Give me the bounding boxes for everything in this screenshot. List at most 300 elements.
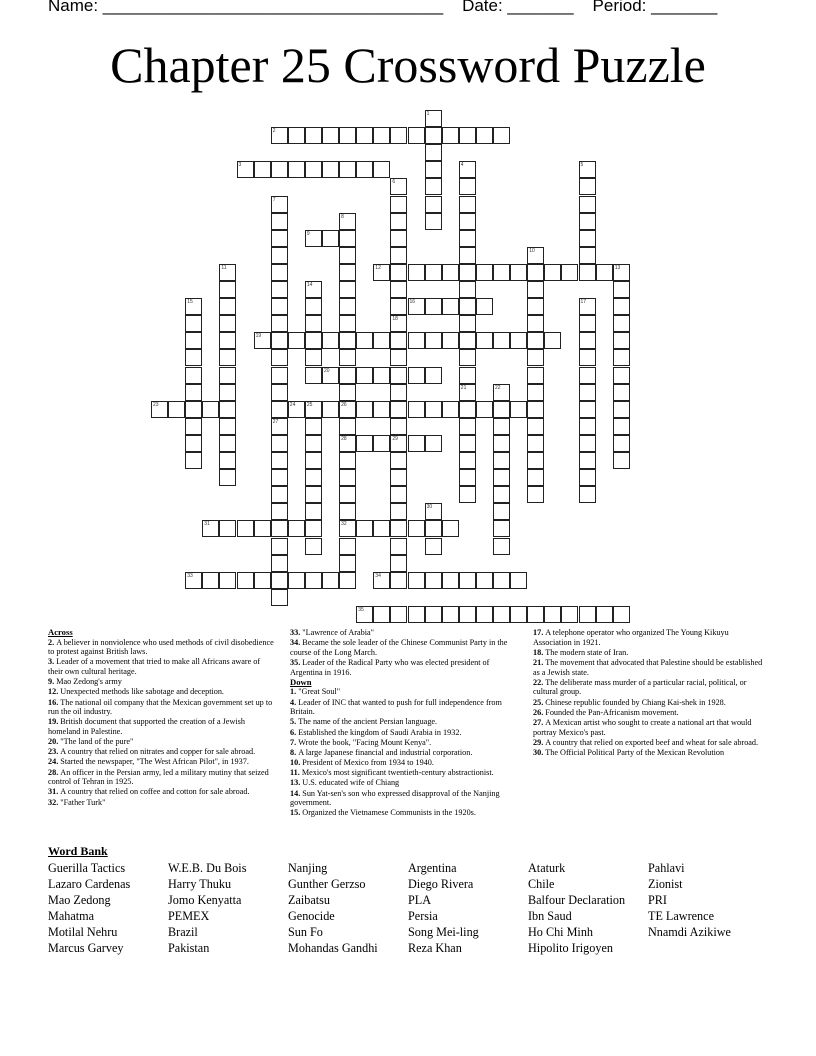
grid-cell[interactable] <box>544 606 561 623</box>
grid-cell[interactable] <box>339 349 356 366</box>
grid-cell[interactable] <box>527 349 544 366</box>
grid-cell[interactable] <box>219 469 236 486</box>
grid-cell[interactable] <box>390 555 407 572</box>
grid-cell[interactable] <box>613 435 630 452</box>
grid-cell[interactable] <box>390 418 407 435</box>
grid-cell[interactable] <box>613 606 630 623</box>
grid-cell[interactable] <box>219 281 236 298</box>
grid-cell[interactable] <box>254 520 271 537</box>
grid-cell[interactable] <box>579 264 596 281</box>
grid-cell[interactable] <box>271 264 288 281</box>
grid-cell[interactable] <box>579 606 596 623</box>
grid-cell[interactable] <box>237 520 254 537</box>
grid-cell[interactable] <box>493 572 510 589</box>
grid-cell[interactable] <box>390 178 407 195</box>
grid-cell[interactable] <box>390 349 407 366</box>
grid-cell[interactable] <box>305 332 322 349</box>
grid-cell[interactable] <box>219 452 236 469</box>
grid-cell[interactable] <box>613 418 630 435</box>
grid-cell[interactable] <box>305 349 322 366</box>
grid-cell[interactable] <box>356 367 373 384</box>
grid-cell[interactable] <box>219 264 236 281</box>
grid-cell[interactable] <box>425 367 442 384</box>
grid-cell[interactable] <box>185 298 202 315</box>
grid-cell[interactable] <box>339 486 356 503</box>
grid-cell[interactable] <box>527 367 544 384</box>
grid-cell[interactable] <box>185 384 202 401</box>
grid-cell[interactable] <box>271 452 288 469</box>
grid-cell[interactable] <box>390 486 407 503</box>
grid-cell[interactable] <box>271 384 288 401</box>
grid-cell[interactable] <box>373 435 390 452</box>
grid-cell[interactable] <box>527 384 544 401</box>
grid-cell[interactable] <box>425 127 442 144</box>
grid-cell[interactable] <box>579 418 596 435</box>
grid-cell[interactable] <box>425 572 442 589</box>
grid-cell[interactable] <box>459 298 476 315</box>
grid-cell[interactable] <box>271 401 288 418</box>
grid-cell[interactable] <box>356 435 373 452</box>
grid-cell[interactable] <box>459 127 476 144</box>
grid-cell[interactable] <box>271 572 288 589</box>
grid-cell[interactable] <box>271 281 288 298</box>
grid-cell[interactable] <box>271 418 288 435</box>
grid-cell[interactable] <box>459 401 476 418</box>
grid-cell[interactable] <box>579 435 596 452</box>
grid-cell[interactable] <box>271 230 288 247</box>
grid-cell[interactable] <box>185 452 202 469</box>
grid-cell[interactable] <box>613 315 630 332</box>
grid-cell[interactable] <box>390 503 407 520</box>
grid-cell[interactable] <box>579 401 596 418</box>
grid-cell[interactable] <box>237 572 254 589</box>
grid-cell[interactable] <box>408 401 425 418</box>
grid-cell[interactable] <box>219 384 236 401</box>
grid-cell[interactable] <box>219 349 236 366</box>
grid-cell[interactable] <box>408 298 425 315</box>
grid-cell[interactable] <box>493 384 510 401</box>
grid-cell[interactable] <box>459 213 476 230</box>
grid-cell[interactable] <box>373 520 390 537</box>
grid-cell[interactable] <box>493 486 510 503</box>
grid-cell[interactable] <box>271 127 288 144</box>
grid-cell[interactable] <box>579 367 596 384</box>
grid-cell[interactable] <box>185 572 202 589</box>
grid-cell[interactable] <box>219 418 236 435</box>
grid-cell[interactable] <box>390 606 407 623</box>
grid-cell[interactable] <box>579 486 596 503</box>
grid-cell[interactable] <box>459 332 476 349</box>
grid-cell[interactable] <box>579 247 596 264</box>
grid-cell[interactable] <box>271 486 288 503</box>
grid-cell[interactable] <box>339 384 356 401</box>
grid-cell[interactable] <box>527 435 544 452</box>
grid-cell[interactable] <box>373 572 390 589</box>
grid-cell[interactable] <box>202 401 219 418</box>
grid-cell[interactable] <box>390 332 407 349</box>
grid-cell[interactable] <box>493 418 510 435</box>
grid-cell[interactable] <box>373 401 390 418</box>
grid-cell[interactable] <box>425 264 442 281</box>
grid-cell[interactable] <box>339 435 356 452</box>
grid-cell[interactable] <box>151 401 168 418</box>
period-field[interactable]: Period: _______ <box>592 0 718 15</box>
grid-cell[interactable] <box>185 401 202 418</box>
grid-cell[interactable] <box>185 349 202 366</box>
grid-cell[interactable] <box>271 435 288 452</box>
grid-cell[interactable] <box>425 332 442 349</box>
grid-cell[interactable] <box>356 401 373 418</box>
grid-cell[interactable] <box>271 367 288 384</box>
grid-cell[interactable] <box>476 401 493 418</box>
grid-cell[interactable] <box>613 349 630 366</box>
grid-cell[interactable] <box>459 178 476 195</box>
grid-cell[interactable] <box>305 572 322 589</box>
grid-cell[interactable] <box>271 196 288 213</box>
grid-cell[interactable] <box>373 332 390 349</box>
grid-cell[interactable] <box>510 264 527 281</box>
grid-cell[interactable] <box>527 315 544 332</box>
grid-cell[interactable] <box>408 606 425 623</box>
grid-cell[interactable] <box>459 469 476 486</box>
grid-cell[interactable] <box>425 178 442 195</box>
grid-cell[interactable] <box>442 332 459 349</box>
grid-cell[interactable] <box>493 469 510 486</box>
grid-cell[interactable] <box>305 486 322 503</box>
grid-cell[interactable] <box>561 606 578 623</box>
grid-cell[interactable] <box>442 298 459 315</box>
grid-cell[interactable] <box>544 332 561 349</box>
grid-cell[interactable] <box>356 520 373 537</box>
grid-cell[interactable] <box>271 332 288 349</box>
grid-cell[interactable] <box>493 503 510 520</box>
grid-cell[interactable] <box>579 196 596 213</box>
grid-cell[interactable] <box>356 332 373 349</box>
grid-cell[interactable] <box>219 315 236 332</box>
grid-cell[interactable] <box>305 520 322 537</box>
grid-cell[interactable] <box>219 367 236 384</box>
grid-cell[interactable] <box>493 435 510 452</box>
grid-cell[interactable] <box>322 401 339 418</box>
grid-cell[interactable] <box>442 520 459 537</box>
grid-cell[interactable] <box>219 401 236 418</box>
grid-cell[interactable] <box>442 264 459 281</box>
grid-cell[interactable] <box>390 281 407 298</box>
grid-cell[interactable] <box>185 315 202 332</box>
grid-cell[interactable] <box>493 127 510 144</box>
grid-cell[interactable] <box>613 332 630 349</box>
grid-cell[interactable] <box>219 435 236 452</box>
grid-cell[interactable] <box>288 520 305 537</box>
grid-cell[interactable] <box>476 606 493 623</box>
grid-cell[interactable] <box>339 452 356 469</box>
grid-cell[interactable] <box>527 401 544 418</box>
grid-cell[interactable] <box>390 367 407 384</box>
grid-cell[interactable] <box>373 606 390 623</box>
grid-cell[interactable] <box>288 332 305 349</box>
grid-cell[interactable] <box>425 298 442 315</box>
grid-cell[interactable] <box>510 332 527 349</box>
grid-cell[interactable] <box>579 298 596 315</box>
grid-cell[interactable] <box>527 469 544 486</box>
grid-cell[interactable] <box>613 452 630 469</box>
grid-cell[interactable] <box>305 452 322 469</box>
grid-cell[interactable] <box>339 230 356 247</box>
grid-cell[interactable] <box>442 572 459 589</box>
grid-cell[interactable] <box>459 418 476 435</box>
grid-cell[interactable] <box>390 298 407 315</box>
grid-cell[interactable] <box>459 572 476 589</box>
grid-cell[interactable] <box>390 196 407 213</box>
grid-cell[interactable] <box>373 367 390 384</box>
grid-cell[interactable] <box>168 401 185 418</box>
grid-cell[interactable] <box>390 315 407 332</box>
grid-cell[interactable] <box>425 435 442 452</box>
grid-cell[interactable] <box>579 230 596 247</box>
grid-cell[interactable] <box>271 298 288 315</box>
grid-cell[interactable] <box>271 469 288 486</box>
grid-cell[interactable] <box>305 281 322 298</box>
grid-cell[interactable] <box>373 264 390 281</box>
grid-cell[interactable] <box>254 161 271 178</box>
grid-cell[interactable] <box>510 401 527 418</box>
grid-cell[interactable] <box>425 196 442 213</box>
grid-cell[interactable] <box>339 298 356 315</box>
grid-cell[interactable] <box>493 538 510 555</box>
grid-cell[interactable] <box>561 264 578 281</box>
grid-cell[interactable] <box>579 452 596 469</box>
grid-cell[interactable] <box>493 606 510 623</box>
grid-cell[interactable] <box>527 452 544 469</box>
grid-cell[interactable] <box>390 572 407 589</box>
grid-cell[interactable] <box>288 401 305 418</box>
grid-cell[interactable] <box>459 435 476 452</box>
grid-cell[interactable] <box>476 264 493 281</box>
grid-cell[interactable] <box>390 384 407 401</box>
grid-cell[interactable] <box>339 520 356 537</box>
grid-cell[interactable] <box>373 161 390 178</box>
grid-cell[interactable] <box>322 127 339 144</box>
grid-cell[interactable] <box>185 418 202 435</box>
grid-cell[interactable] <box>185 435 202 452</box>
grid-cell[interactable] <box>390 247 407 264</box>
grid-cell[interactable] <box>579 349 596 366</box>
grid-cell[interactable] <box>322 367 339 384</box>
grid-cell[interactable] <box>356 161 373 178</box>
grid-cell[interactable] <box>613 298 630 315</box>
grid-cell[interactable] <box>219 572 236 589</box>
grid-cell[interactable] <box>459 196 476 213</box>
grid-cell[interactable] <box>425 110 442 127</box>
grid-cell[interactable] <box>271 538 288 555</box>
grid-cell[interactable] <box>322 230 339 247</box>
grid-cell[interactable] <box>271 161 288 178</box>
grid-cell[interactable] <box>339 555 356 572</box>
grid-cell[interactable] <box>425 213 442 230</box>
grid-cell[interactable] <box>271 503 288 520</box>
grid-cell[interactable] <box>185 332 202 349</box>
name-field[interactable]: Name: ____________________________________ <box>48 0 444 15</box>
grid-cell[interactable] <box>476 127 493 144</box>
grid-cell[interactable] <box>305 469 322 486</box>
grid-cell[interactable] <box>390 127 407 144</box>
grid-cell[interactable] <box>305 298 322 315</box>
grid-cell[interactable] <box>527 606 544 623</box>
grid-cell[interactable] <box>339 469 356 486</box>
grid-cell[interactable] <box>202 572 219 589</box>
grid-cell[interactable] <box>527 486 544 503</box>
grid-cell[interactable] <box>339 247 356 264</box>
grid-cell[interactable] <box>459 230 476 247</box>
grid-cell[interactable] <box>425 503 442 520</box>
grid-cell[interactable] <box>425 144 442 161</box>
grid-cell[interactable] <box>305 315 322 332</box>
grid-cell[interactable] <box>493 332 510 349</box>
grid-cell[interactable] <box>339 538 356 555</box>
grid-cell[interactable] <box>459 606 476 623</box>
grid-cell[interactable] <box>442 606 459 623</box>
grid-cell[interactable] <box>579 178 596 195</box>
grid-cell[interactable] <box>425 161 442 178</box>
grid-cell[interactable] <box>425 606 442 623</box>
grid-cell[interactable] <box>459 281 476 298</box>
grid-cell[interactable] <box>339 315 356 332</box>
grid-cell[interactable] <box>185 367 202 384</box>
grid-cell[interactable] <box>579 384 596 401</box>
grid-cell[interactable] <box>254 332 271 349</box>
grid-cell[interactable] <box>459 384 476 401</box>
grid-cell[interactable] <box>271 349 288 366</box>
grid-cell[interactable] <box>305 538 322 555</box>
grid-cell[interactable] <box>527 298 544 315</box>
grid-cell[interactable] <box>408 332 425 349</box>
grid-cell[interactable] <box>271 555 288 572</box>
grid-cell[interactable] <box>339 264 356 281</box>
grid-cell[interactable] <box>271 247 288 264</box>
grid-cell[interactable] <box>271 315 288 332</box>
grid-cell[interactable] <box>339 281 356 298</box>
grid-cell[interactable] <box>596 606 613 623</box>
grid-cell[interactable] <box>322 332 339 349</box>
grid-cell[interactable] <box>322 161 339 178</box>
grid-cell[interactable] <box>527 418 544 435</box>
grid-cell[interactable] <box>527 332 544 349</box>
grid-cell[interactable] <box>613 401 630 418</box>
grid-cell[interactable] <box>442 127 459 144</box>
grid-cell[interactable] <box>219 332 236 349</box>
grid-cell[interactable] <box>408 572 425 589</box>
grid-cell[interactable] <box>271 213 288 230</box>
grid-cell[interactable] <box>579 161 596 178</box>
grid-cell[interactable] <box>493 401 510 418</box>
grid-cell[interactable] <box>493 520 510 537</box>
grid-cell[interactable] <box>305 435 322 452</box>
grid-cell[interactable] <box>476 332 493 349</box>
grid-cell[interactable] <box>442 401 459 418</box>
grid-cell[interactable] <box>613 384 630 401</box>
grid-cell[interactable] <box>459 161 476 178</box>
grid-cell[interactable] <box>305 418 322 435</box>
grid-cell[interactable] <box>254 572 271 589</box>
grid-cell[interactable] <box>288 127 305 144</box>
grid-cell[interactable] <box>493 264 510 281</box>
grid-cell[interactable] <box>339 418 356 435</box>
grid-cell[interactable] <box>408 435 425 452</box>
grid-cell[interactable] <box>510 572 527 589</box>
grid-cell[interactable] <box>390 213 407 230</box>
grid-cell[interactable] <box>356 606 373 623</box>
grid-cell[interactable] <box>408 127 425 144</box>
grid-cell[interactable] <box>510 606 527 623</box>
grid-cell[interactable] <box>425 520 442 537</box>
grid-cell[interactable] <box>322 572 339 589</box>
grid-cell[interactable] <box>476 298 493 315</box>
grid-cell[interactable] <box>579 315 596 332</box>
grid-cell[interactable] <box>390 435 407 452</box>
grid-cell[interactable] <box>527 264 544 281</box>
grid-cell[interactable] <box>305 401 322 418</box>
grid-cell[interactable] <box>476 572 493 589</box>
grid-cell[interactable] <box>271 520 288 537</box>
grid-cell[interactable] <box>305 503 322 520</box>
grid-cell[interactable] <box>596 264 613 281</box>
grid-cell[interactable] <box>288 572 305 589</box>
grid-cell[interactable] <box>527 247 544 264</box>
grid-cell[interactable] <box>408 264 425 281</box>
grid-cell[interactable] <box>339 503 356 520</box>
grid-cell[interactable] <box>219 298 236 315</box>
grid-cell[interactable] <box>459 452 476 469</box>
grid-cell[interactable] <box>613 264 630 281</box>
grid-cell[interactable] <box>613 367 630 384</box>
grid-cell[interactable] <box>390 520 407 537</box>
grid-cell[interactable] <box>579 332 596 349</box>
grid-cell[interactable] <box>408 367 425 384</box>
grid-cell[interactable] <box>219 520 236 537</box>
grid-cell[interactable] <box>390 452 407 469</box>
grid-cell[interactable] <box>579 213 596 230</box>
grid-cell[interactable] <box>390 538 407 555</box>
grid-cell[interactable] <box>459 349 476 366</box>
grid-cell[interactable] <box>339 127 356 144</box>
grid-cell[interactable] <box>544 264 561 281</box>
grid-cell[interactable] <box>339 213 356 230</box>
grid-cell[interactable] <box>613 281 630 298</box>
grid-cell[interactable] <box>425 538 442 555</box>
date-field[interactable]: Date: _______ <box>462 0 574 15</box>
grid-cell[interactable] <box>390 401 407 418</box>
grid-cell[interactable] <box>339 332 356 349</box>
grid-cell[interactable] <box>339 161 356 178</box>
grid-cell[interactable] <box>288 161 305 178</box>
grid-cell[interactable] <box>390 264 407 281</box>
grid-cell[interactable] <box>408 520 425 537</box>
grid-cell[interactable] <box>305 230 322 247</box>
grid-cell[interactable] <box>305 367 322 384</box>
grid-cell[interactable] <box>459 486 476 503</box>
grid-cell[interactable] <box>579 469 596 486</box>
grid-cell[interactable] <box>356 127 373 144</box>
grid-cell[interactable] <box>202 520 219 537</box>
grid-cell[interactable] <box>390 469 407 486</box>
grid-cell[interactable] <box>459 315 476 332</box>
grid-cell[interactable] <box>339 572 356 589</box>
grid-cell[interactable] <box>459 247 476 264</box>
grid-cell[interactable] <box>527 281 544 298</box>
grid-cell[interactable] <box>305 127 322 144</box>
grid-cell[interactable] <box>237 161 254 178</box>
grid-cell[interactable] <box>271 589 288 606</box>
